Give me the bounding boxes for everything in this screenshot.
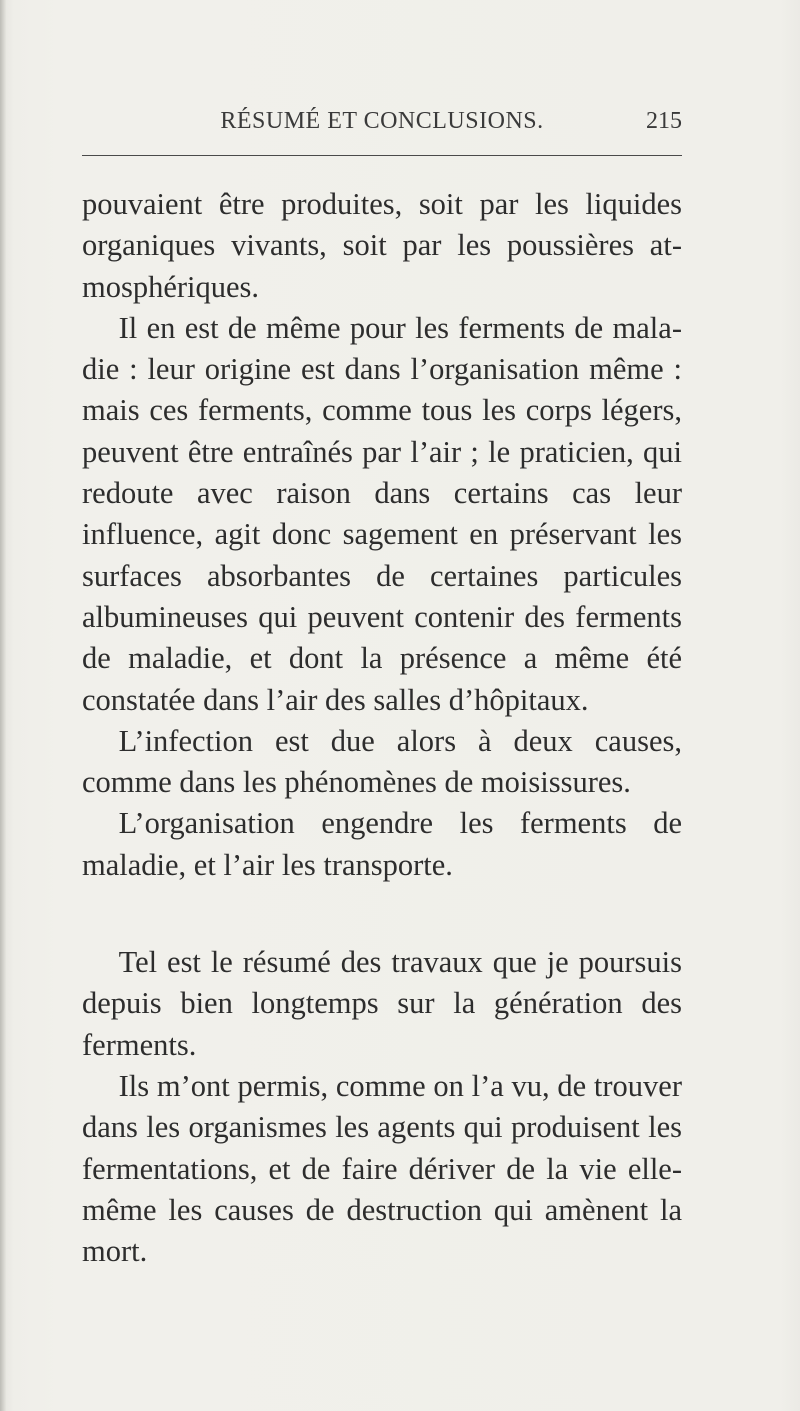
paragraph: L’organisation engendre les ferments de maladie, et l’air les transporte. (82, 806, 682, 882)
paragraph: L’infection est due alors à deux causes, comme dans les phénomènes de moisissures. (82, 723, 682, 800)
paragraph: pouvaient être produites, soit par les liquides organiques vivants, soit par les poussières atmosphériques. (82, 187, 682, 304)
page-number: 215 (646, 108, 682, 134)
body-text (82, 184, 682, 1272)
header-rule (82, 155, 682, 156)
running-head (82, 104, 682, 144)
running-title: RÉSUMÉ ET CONCLUSIONS. (220, 108, 544, 134)
paragraph: Ils m’ont permis, comme on l’a vu, de trouver dans les organismes les agents qui produisent les fermentations, et de faire dériver de la vie elle-même les causes de destruction qui amènent la mort. (82, 1068, 682, 1269)
paragraph: Il en est de même pour les ferments de maladie : leur origine est dans l’organisation même : mais ces ferments, comme tous les corps légers, peuvent être entraînés par l’air ; le praticien, qui redoute avec raison dans certains cas leur influence, agit donc sagement en préservant les surfaces absorbantes de certaines particules albumineuses qui peuvent contenir des ferments de maladie, et dont la présence a même été constatée dans l’air des salles d’hôpitaux. (82, 310, 682, 717)
paragraph: Tel est le résumé des travaux que je poursuis depuis bien longtemps sur la génération des ferments. (82, 945, 682, 1062)
section-gap (82, 886, 682, 942)
binding-edge (0, 0, 6, 1411)
